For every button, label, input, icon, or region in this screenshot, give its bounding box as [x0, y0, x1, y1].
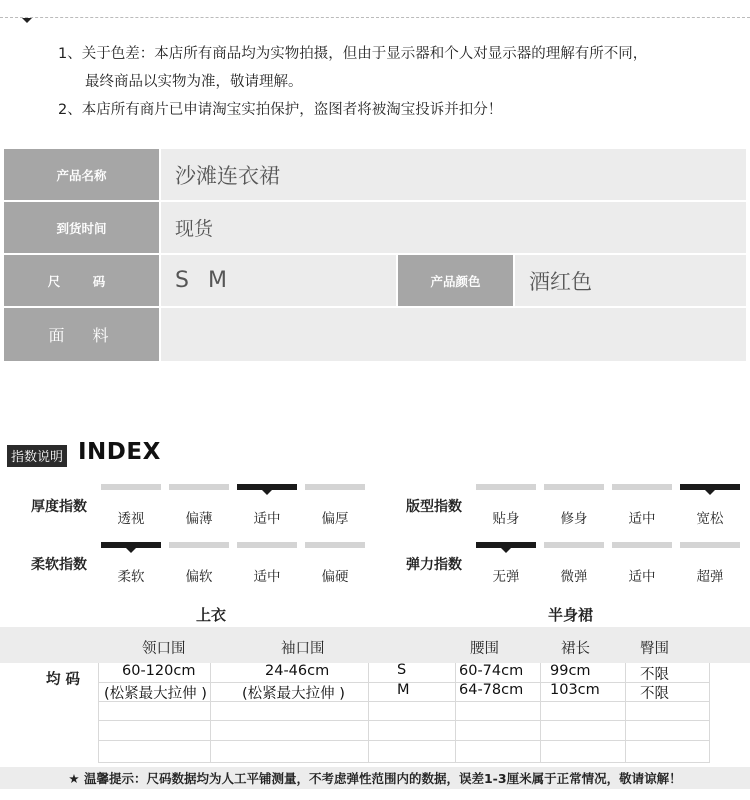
elasticity-option: 微弹 — [560, 569, 588, 585]
softness-scale-segment — [101, 542, 161, 548]
collar-header: 领口围 — [142, 641, 186, 657]
skirt-section-title: 半身裙 — [548, 606, 594, 624]
softness-scale-segment — [169, 542, 229, 548]
fit-scale-segment — [476, 484, 536, 490]
color-value: 酒红色 — [515, 255, 746, 306]
elasticity-scale-segment — [476, 542, 536, 548]
skirt-size-m: M — [397, 682, 410, 698]
softness-scale-segment — [237, 542, 297, 548]
softness-option: 柔软 — [117, 569, 145, 585]
note-photo-protection: 2、本店所有商片已申请淘宝实拍保护，盗图者将被淘宝投诉并扣分！ — [58, 102, 503, 118]
thickness-option: 透视 — [117, 511, 145, 527]
cuff-header: 袖口围 — [281, 641, 325, 657]
fabric-value — [161, 308, 746, 361]
elasticity-option: 适中 — [628, 569, 656, 585]
top-section-title: 上衣 — [196, 606, 227, 624]
fit-option: 适中 — [628, 511, 656, 527]
hip-s: 不限 — [640, 667, 669, 683]
elasticity-index-label: 弹力指数 — [406, 557, 462, 573]
fit-scale-segment — [680, 484, 740, 490]
color-label: 产品颜色 — [398, 255, 513, 306]
elasticity-option: 超弹 — [696, 569, 724, 585]
fit-option: 贴身 — [492, 511, 520, 527]
fit-option: 修身 — [560, 511, 588, 527]
collar-note: (松紧最大拉伸 ) — [104, 686, 207, 702]
size-table-header — [0, 627, 750, 663]
thickness-scale-segment — [101, 484, 161, 490]
fabric-label: 面 料 — [4, 308, 159, 361]
note-color-diff-cont: 最终商品以实物为准，敬请理解。 — [85, 74, 303, 90]
softness-option: 偏软 — [185, 569, 213, 585]
softness-scale-segment — [305, 542, 365, 548]
elasticity-scale-segment — [544, 542, 604, 548]
top-divider — [0, 17, 750, 18]
waist-header: 腰围 — [470, 641, 499, 657]
length-m: 103cm — [550, 682, 600, 698]
cuff-value: 24-46cm — [265, 663, 330, 679]
waist-s: 60-74cm — [459, 663, 524, 679]
waist-m: 64-78cm — [459, 682, 524, 698]
elasticity-scale-segment — [612, 542, 672, 548]
thickness-index-label: 厚度指数 — [31, 499, 87, 515]
thickness-option: 适中 — [253, 511, 281, 527]
hip-header: 臀围 — [640, 641, 669, 657]
size-label: 尺 码 — [4, 255, 159, 306]
triangle-down-icon — [22, 18, 32, 23]
softness-option: 适中 — [253, 569, 281, 585]
footer-tip: ★ 温馨提示：尺码数据均为人工平铺测量，不考虑弹性范围内的数据，误差1-3厘米属于正常情况，敬请谅解！ — [0, 767, 750, 789]
thickness-scale-segment — [305, 484, 365, 490]
length-s: 99cm — [550, 663, 591, 679]
fit-scale-segment — [612, 484, 672, 490]
hip-m: 不限 — [640, 686, 669, 702]
size-value: S M — [161, 255, 396, 306]
softness-option: 偏硬 — [321, 569, 349, 585]
index-title: INDEX — [78, 439, 161, 465]
fit-index-label: 版型指数 — [406, 499, 462, 515]
thickness-option: 偏厚 — [321, 511, 349, 527]
name-value: 沙滩连衣裙 — [161, 149, 746, 200]
thickness-option: 偏薄 — [185, 511, 213, 527]
length-header: 裙长 — [561, 641, 590, 657]
note-color-diff: 1、关于色差：本店所有商品均为实物拍摄，但由于显示器和个人对显示器的理解有所不同， — [58, 46, 648, 62]
thickness-scale-segment — [169, 484, 229, 490]
fit-scale-segment — [544, 484, 604, 490]
name-label: 产品名称 — [4, 149, 159, 200]
softness-index-label: 柔软指数 — [31, 557, 87, 573]
elasticity-option: 无弹 — [492, 569, 520, 585]
arrival-label: 到货时间 — [4, 202, 159, 253]
cuff-note: (松紧最大拉伸 ) — [242, 686, 345, 702]
index-tag: 指数说明 — [7, 445, 67, 467]
collar-value: 60-120cm — [122, 663, 196, 679]
thickness-scale-segment — [237, 484, 297, 490]
fit-option: 宽松 — [696, 511, 724, 527]
elasticity-scale-segment — [680, 542, 740, 548]
one-size-label: 均 码 — [46, 672, 81, 688]
skirt-size-s: S — [397, 662, 407, 678]
arrival-value: 现货 — [161, 202, 746, 253]
